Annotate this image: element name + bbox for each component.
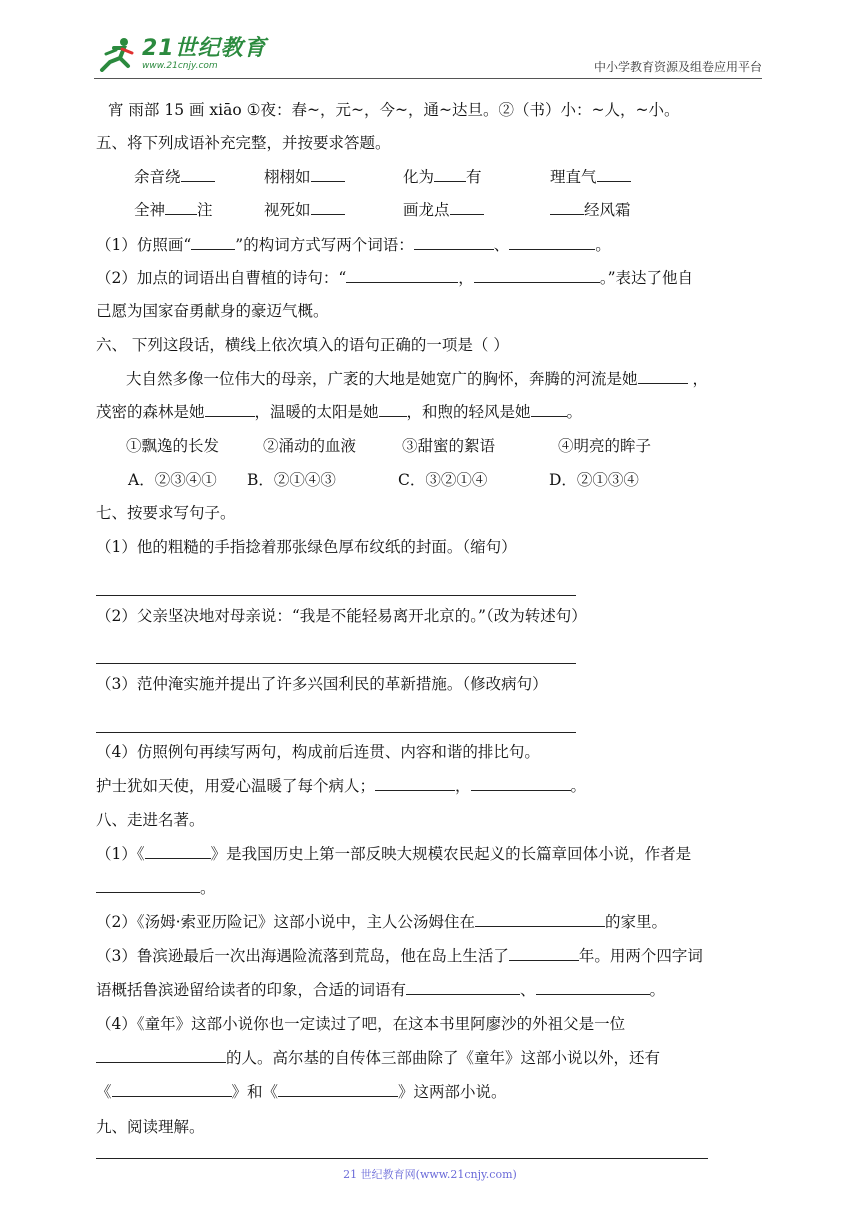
answer-line-7-3[interactable] [96,732,576,733]
question-7-4: （4）仿照例句再续写两句，构成前后连贯、内容和谐的排比句。 [96,743,540,761]
passage-line-2: 茂密的森林是她 ，温暖的太阳是她 ，和煦的轻风是她 。 [96,403,583,421]
dictionary-entry: 宵 雨部 15 画 xiāo ①夜：春~，元~，今~，通~达旦。②（书）小：~人，~小。 [108,101,680,119]
passage-line-1: 大自然多像一位伟大的母亲，广袤的大地是她宽广的胸怀，奔腾的河流是她 ， [126,370,708,388]
choice-a[interactable]: A．②③④① [128,471,217,489]
question-8-1-cont: 。 [96,876,216,898]
question-5-2-cont: 己愿为国家奋勇献身的豪迈气概。 [96,302,329,320]
question-7-2: （2）父亲坚决地对母亲说：“我是不能轻易离开北京的。”（改为转述句） [96,607,587,625]
question-8-2: （2）《汤姆·索亚历险记》这部小说中，主人公汤姆住在 的家里。 [96,913,668,931]
question-8-1: （1）《 》是我国历史上第一部反映大规模农民起义的长篇章回体小说，作者是 [96,845,692,863]
question-8-3: （3）鲁滨逊最后一次出海遇险流落到荒岛，他在岛上生活了 年。用两个四字词 [96,947,703,965]
question-7-3: （3）范仲淹实施并提出了许多兴国利民的革新措施。（修改病句） [96,675,548,693]
page-header [94,30,762,79]
choice-d[interactable]: D．②①③④ [549,471,639,489]
section-eight-heading: 八、走进名著。 [96,811,205,829]
site-logo [94,34,267,74]
section-seven-heading: 七、按要求写句子。 [96,504,236,522]
idiom-4: 理直气 [550,165,631,187]
option-phrase-3: ③甜蜜的絮语 [402,437,496,455]
section-six-heading: 六、 下列这段话，横线上依次填入的语句正确的一项是（ ） [96,336,509,354]
runner-logo-icon [94,36,138,72]
page-footer: 21 世纪教育网(www.21cnjy.com) [343,1168,517,1181]
question-8-3-cont: 语概括鲁滨逊留给读者的印象，合适的词语有 、 。 [96,981,666,999]
section-nine-heading: 九、阅读理解。 [96,1118,205,1136]
question-7-4-example: 护士犹如天使，用爱心温暖了每个病人； ， 。 [96,777,587,795]
question-5-2: （2）加点的词语出自曹植的诗句：“ ， 。”表达了他自 [96,269,693,287]
question-8-4-books: 《 》和《 》这两部小说。 [96,1083,507,1101]
idiom-3: 化为 有 [403,168,482,186]
answer-line-7-1[interactable] [96,595,576,596]
idiom-6: 视死如 [264,198,345,220]
question-8-4: （4）《童年》这部小说你也一定读过了吧，在这本书里阿廖沙的外祖父是一位 [96,1015,626,1033]
idiom-1: 余音绕 [134,165,215,187]
logo-title: 21世纪教育 [142,36,267,61]
answer-line-7-2[interactable] [96,663,576,664]
choice-c[interactable]: C．③②①④ [398,471,488,489]
question-8-4-cont: 的人。高尔基的自传体三部曲除了《童年》这部小说以外，还有 [96,1046,660,1068]
option-phrase-2: ②涌动的血液 [263,437,357,455]
platform-name: 中小学教育资源及组卷应用平台 [593,60,762,74]
idiom-8: 经风霜 [550,198,631,220]
idiom-2: 栩栩如 [264,165,345,187]
option-phrase-1: ①飘逸的长发 [126,437,220,455]
idiom-7: 画龙点 [403,198,484,220]
choice-b[interactable]: B．②①④③ [247,471,336,489]
question-5-1: （1）仿照画“ ”的构词方式写两个词语： 、 。 [96,236,611,254]
question-7-1: （1）他的粗糙的手指捻着那张绿色厚布纹纸的封面。（缩句） [96,538,517,556]
option-phrase-4: ④明亮的眸子 [558,437,652,455]
section-five-heading: 五、将下列成语补充完整，并按要求答题。 [96,134,391,152]
footer-divider [96,1158,708,1159]
logo-url: www.21cnjy.com [142,61,218,71]
idiom-5: 全神 注 [134,201,213,219]
